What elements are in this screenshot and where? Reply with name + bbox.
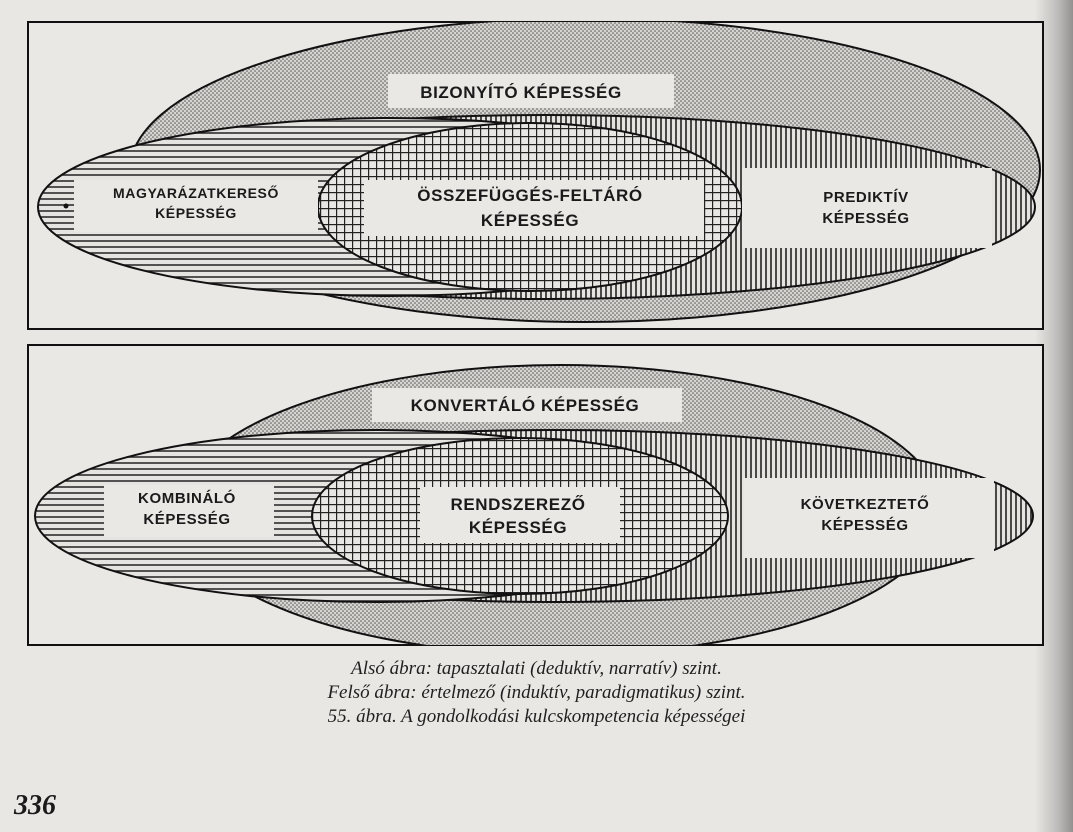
lower-left-label-1: KOMBINÁLÓ bbox=[138, 490, 236, 507]
lower-center-label-1: RENDSZEREZŐ bbox=[450, 495, 586, 514]
upper-left-label-2: KÉPESSÉG bbox=[155, 205, 237, 221]
upper-left-dot bbox=[64, 204, 69, 209]
upper-top-label: BIZONYÍTÓ KÉPESSÉG bbox=[420, 83, 622, 102]
lower-right-label-1: KÖVETKEZTETŐ bbox=[800, 496, 930, 513]
caption-line-2: Felső ábra: értelmező (induktív, paradigmatikus) szint. bbox=[327, 682, 746, 703]
upper-right-label-2: KÉPESSÉG bbox=[822, 210, 910, 227]
page-number: 336 bbox=[14, 790, 56, 821]
lower-top-label: KONVERTÁLÓ KÉPESSÉG bbox=[410, 396, 640, 415]
caption-line-3: 55. ábra. A gondolkodási kulcskompetencia képességei bbox=[327, 706, 746, 727]
upper-right-label-bg bbox=[742, 168, 992, 248]
lower-diagram bbox=[28, 345, 1043, 655]
upper-center-label-2: KÉPESSÉG bbox=[480, 211, 580, 230]
lower-right-label-2: KÉPESSÉG bbox=[821, 517, 909, 534]
lower-left-label-2: KÉPESSÉG bbox=[143, 511, 231, 528]
upper-right-label-1: PREDIKTÍV bbox=[823, 189, 909, 206]
upper-left-label-1: MAGYARÁZATKERESŐ bbox=[113, 185, 279, 201]
upper-center-label-1: ÖSSZEFÜGGÉS-FELTÁRÓ bbox=[417, 186, 643, 205]
caption-line-1: Alsó ábra: tapasztalati (deduktív, narratív) szint. bbox=[351, 658, 722, 679]
lower-center-label-2: KÉPESSÉG bbox=[468, 518, 568, 537]
upper-diagram bbox=[28, 18, 1043, 329]
